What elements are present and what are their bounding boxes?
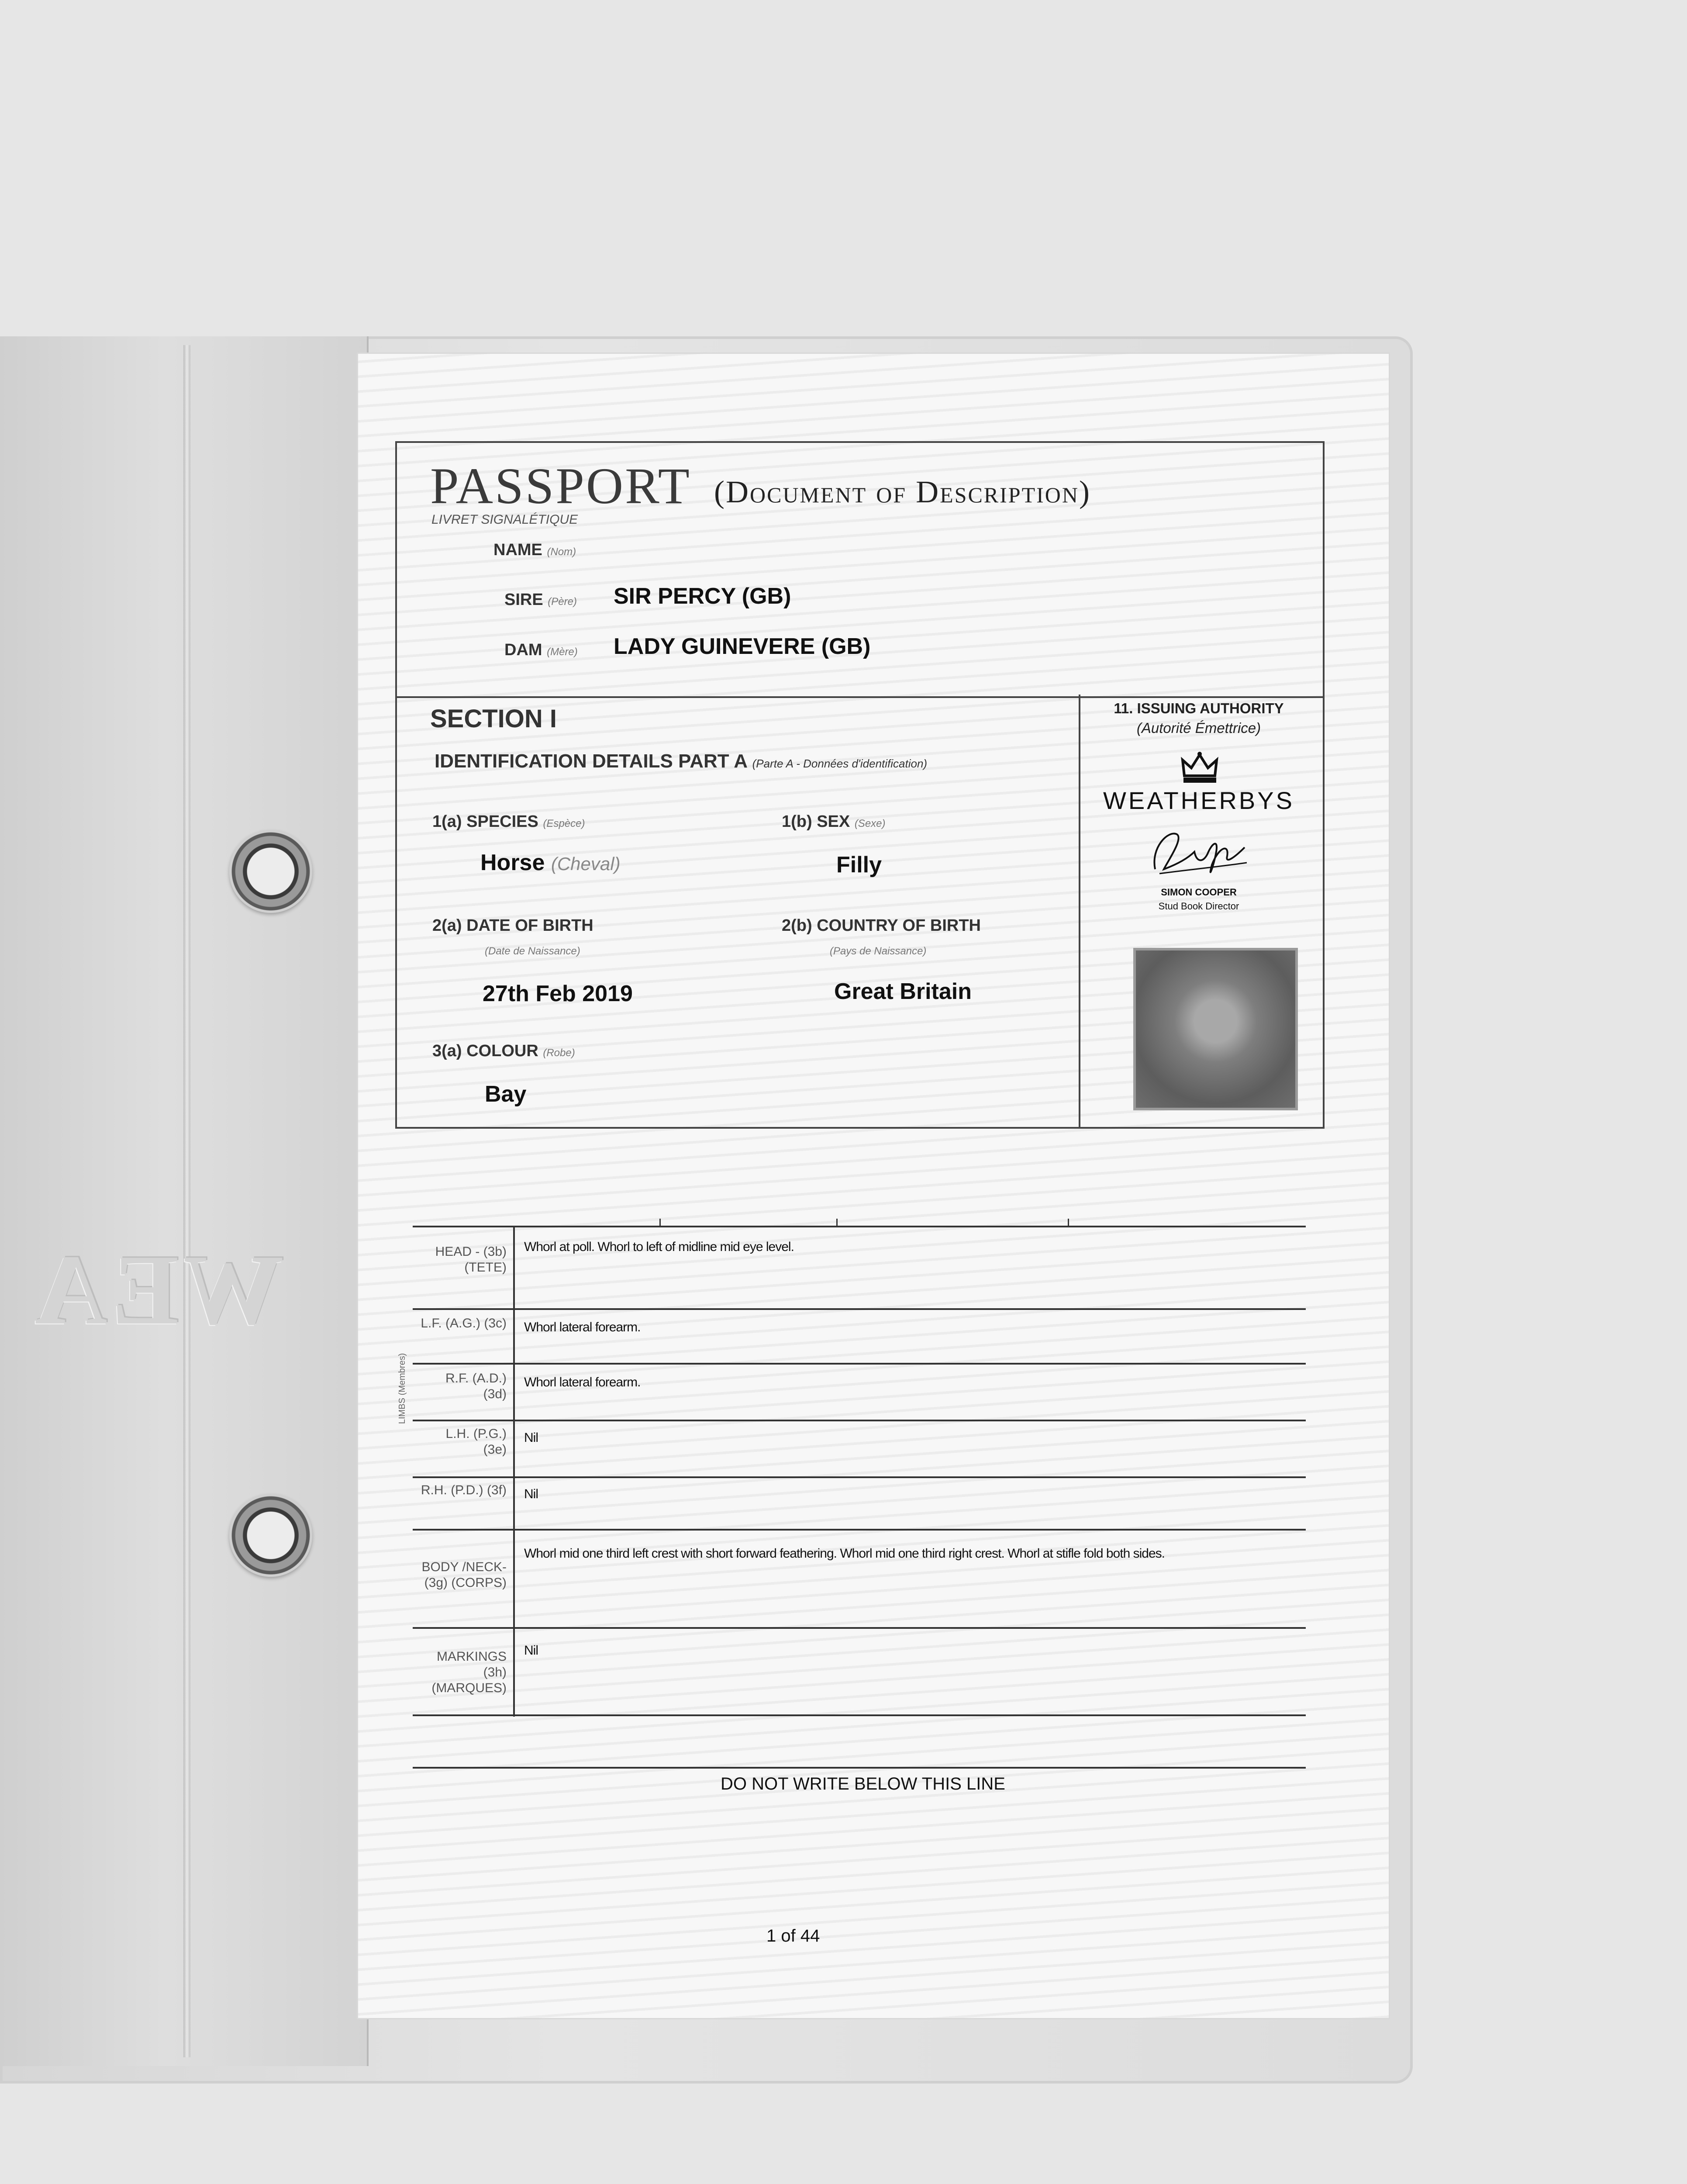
row-label-lh: L.H. (P.G.) (3e)	[445, 1427, 507, 1457]
crown-logo-icon	[1179, 750, 1221, 785]
sire-label: SIRE (Père)	[504, 591, 577, 609]
table-rule	[413, 1226, 1306, 1227]
passport-subtitle: (Document of Description)	[714, 474, 1091, 509]
row-label-rh: R.H. (P.D.) (3f)	[421, 1483, 507, 1497]
table-divider	[513, 1227, 515, 1717]
row-text-lf: Whorl lateral forearm.	[524, 1320, 641, 1334]
section-subtitle: IDENTIFICATION DETAILS PART A (Parte A - Données d'identification)	[435, 750, 928, 772]
weatherbys-brand: WEATHERBYS	[1103, 787, 1294, 814]
page-number: 1 of 44	[766, 1926, 820, 1946]
row-text-lh: Nil	[524, 1431, 538, 1445]
cob-value: Great Britain	[834, 979, 972, 1004]
spine-fold	[183, 345, 190, 2057]
name-label: NAME (Nom)	[493, 541, 576, 559]
limbs-label: LIMBS (Membres)	[397, 1353, 407, 1424]
sex-value: Filly	[836, 852, 882, 878]
section-title: SECTION I	[430, 705, 557, 733]
table-rule	[413, 1714, 1306, 1716]
dam-value: LADY GUINEVERE (GB)	[614, 634, 871, 659]
do-not-write-notice: DO NOT WRITE BELOW THIS LINE	[721, 1774, 1005, 1794]
cob-label: 2(b) COUNTRY OF BIRTH	[782, 916, 981, 935]
binder-eyelet-top-icon	[229, 830, 312, 913]
dob-label: 2(a) DATE OF BIRTH	[432, 916, 593, 935]
hologram-seal	[1133, 948, 1298, 1110]
issuing-authority-label-fr: (Autorité Émettrice)	[1136, 720, 1261, 736]
colour-value: Bay	[485, 1082, 527, 1107]
signature-icon	[1142, 821, 1256, 887]
table-rule	[413, 1476, 1306, 1478]
species-label: 1(a) SPECIES (Espèce)	[432, 812, 585, 831]
dam-label: DAM (Mère)	[504, 641, 578, 659]
row-label-lf: L.F. (A.G.) (3c)	[421, 1316, 507, 1330]
row-label-rf: R.F. (A.D.) (3d)	[445, 1371, 507, 1401]
row-text-rf: Whorl lateral forearm.	[524, 1375, 641, 1389]
dob-label-fr: (Date de Naissance)	[485, 945, 580, 957]
table-rule	[413, 1308, 1306, 1310]
row-label-head: HEAD - (3b) (TETE)	[435, 1244, 507, 1275]
passport-title: PASSPORT	[430, 457, 691, 515]
row-label-markings: MARKINGS (3h) (MARQUES)	[431, 1649, 507, 1695]
row-label-body: BODY /NECK- (3g) (CORPS)	[421, 1560, 507, 1590]
row-text-body: Whorl mid one third left crest with short forward feathering. Whorl mid one third right crest. Whorl at stifle fold both sides.	[524, 1546, 1165, 1561]
row-text-markings: Nil	[524, 1643, 538, 1658]
colour-label: 3(a) COLOUR (Robe)	[432, 1042, 575, 1060]
row-text-rh: Nil	[524, 1487, 538, 1501]
row-text-head: Whorl at poll. Whorl to left of midline mid eye level.	[524, 1240, 794, 1254]
passport-subtitle-fr: LIVRET SIGNALÉTIQUE	[431, 512, 578, 527]
sire-value: SIR PERCY (GB)	[614, 584, 791, 609]
issuing-authority-label: 11. ISSUING AUTHORITY	[1114, 700, 1284, 716]
signer-title: Stud Book Director	[1158, 901, 1239, 912]
species-value: Horse (Cheval)	[480, 850, 621, 875]
do-not-write-rule	[413, 1767, 1306, 1769]
cob-label-fr: (Pays de Naissance)	[830, 945, 927, 957]
binder-eyelet-bottom-icon	[229, 1494, 312, 1577]
signer-name: SIMON COOPER	[1161, 887, 1237, 898]
dob-value: 27th Feb 2019	[483, 981, 633, 1006]
authority-divider	[1079, 695, 1080, 1127]
cover-emboss-text: WEA	[31, 1234, 284, 1345]
table-rule	[413, 1529, 1306, 1531]
sex-label: 1(b) SEX (Sexe)	[782, 812, 886, 831]
table-rule	[413, 1363, 1306, 1365]
table-rule	[413, 1627, 1306, 1629]
table-rule	[413, 1420, 1306, 1421]
